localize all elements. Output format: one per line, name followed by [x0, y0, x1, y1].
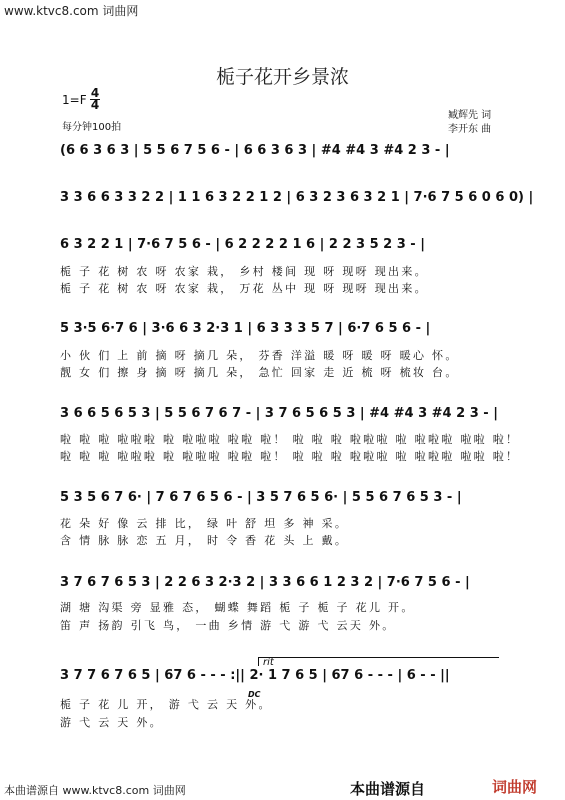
- lyrics-verse-1: 栀 子 花 树 农 呀 农家 栽， 乡村 楼间 现 呀 现呀 现出来。: [60, 265, 428, 278]
- lyrics-verse-1: 小 伙 们 上 前 摘 呀 摘几 朵， 芬香 洋溢 暖 呀 暖 呀 暖心 怀。: [60, 349, 459, 362]
- music-text: 5 3·5 6·7 6 | 3·6 6 3 2·3 1 | 6 3 3 3 5 7 | 6·7 6 5 6 - |: [60, 321, 431, 336]
- music-text: 3 6 6 5 6 5 3 | 5 5 6 7 6 7 - | 3 7 6 5 6 5 3 | #4 #4 3 #4 2 3 - |: [60, 406, 498, 421]
- score-system-4: [0, 321, 565, 381]
- meter-top: 4: [90, 86, 100, 100]
- dc-marking: DC: [248, 690, 261, 699]
- music-line: [0, 143, 565, 163]
- music-line: [0, 321, 565, 341]
- score-system-8: [0, 668, 565, 728]
- song-title: 栀子花开乡景浓: [215, 66, 349, 88]
- watermark-bottom-right: 词曲网: [492, 778, 538, 796]
- music-text: 3 7 6 7 6 5 3 | 2 2 6 3 2·3 2 | 3 3 6 6 1 2 3 2 | 7·6 7 5 6 - |: [60, 575, 470, 590]
- lyrics-verse-2: 啦 啦 啦 啦啦啦 啦 啦啦啦 啦啦 啦！ 啦 啦 啦 啦啦啦 啦 啦啦啦 啦啦 啦！: [60, 450, 520, 463]
- watermark-top: www.ktvc8.com 词曲网: [4, 4, 139, 18]
- lyrics-verse-2: 笛 声 扬韵 引飞 鸟， 一曲 乡情 游 弋 游 弋 云天 外。: [60, 619, 396, 632]
- key-signature: 1=F: [62, 93, 87, 107]
- music-line: [0, 237, 565, 257]
- lyrics-verse-1: 湖 塘 沟渠 旁 显雅 态， 蝴蝶 舞蹈 栀 子 栀 子 花儿 开。: [60, 601, 415, 614]
- score-system-3: [0, 237, 565, 297]
- lyrics-verse-2: 栀 子 花 树 农 呀 农家 栽， 万花 丛中 现 呀 现呀 现出来。: [60, 282, 428, 295]
- music-line: [0, 668, 565, 688]
- score-system-6: [0, 490, 565, 550]
- composer-credit: 李开东 曲: [448, 124, 492, 135]
- music-text: 3 7 7 6 7 6 5 | 67 6 - - - :|| 2· 1 7 6 5 | 67 6 - - - | 6 - - ||: [60, 668, 450, 683]
- music-text: 3 3 6 6 3 3 2 2 | 1 1 6 3 2 2 1 2 | 6 3 2 3 6 3 2 1 | 7·6 7 5 6 0 6 0) |: [60, 190, 534, 205]
- score-system-7: [0, 575, 565, 635]
- music-line: [0, 190, 565, 210]
- music-text: (6 6 3 6 3 | 5 5 6 7 5 6 - | 6 6 3 6 3 | #4 #4 3 #4 2 3 - |: [60, 143, 450, 158]
- tempo-marking: 每分钟100拍: [62, 122, 122, 133]
- lyricist-credit: 臧辉先 词: [448, 110, 492, 121]
- music-text: 6 3 2 2 1 | 7·6 7 5 6 - | 6 2 2 2 2 1 6 | 2 2 3 5 2 3 - |: [60, 237, 425, 252]
- lyrics-verse-1: 花 朵 好 像 云 排 比， 绿 叶 舒 坦 多 神 采。: [60, 517, 349, 530]
- lyrics-verse-2: 靓 女 们 擦 身 摘 呀 摘几 朵， 急忙 回家 走 近 梳 呀 梳妆 台。: [60, 366, 459, 379]
- lyrics-verse-2: 含 情 脉 脉 恋 五 月， 时 令 香 花 头 上 戴。: [60, 534, 349, 547]
- rit-marking: rit: [263, 657, 274, 668]
- music-text: 5 3 5 6 7 6· | 7 6 7 6 5 6 - | 3 5 7 6 5 6· | 5 5 6 7 6 5 3 - |: [60, 490, 462, 505]
- music-line: [0, 490, 565, 510]
- watermark-bottom-mid: 本曲谱源自: [350, 780, 426, 798]
- lyrics-verse-1: 栀 子 花 儿 开， 游 弋 云 天 外。: [60, 698, 272, 711]
- lyrics-verse-2: 游 弋 云 天 外。: [60, 716, 163, 729]
- music-line: [0, 406, 565, 426]
- time-signature: [89, 88, 101, 111]
- meter-bottom: 4: [90, 98, 100, 112]
- rit-bracket: [258, 657, 499, 666]
- lyrics-verse-1: 啦 啦 啦 啦啦啦 啦 啦啦啦 啦啦 啦！ 啦 啦 啦 啦啦啦 啦 啦啦啦 啦啦 啦！: [60, 433, 520, 446]
- music-line: [0, 575, 565, 595]
- watermark-bottom-left: 本曲谱源自 www.ktvc8.com 词曲网: [4, 784, 186, 797]
- score-system-5: [0, 406, 565, 466]
